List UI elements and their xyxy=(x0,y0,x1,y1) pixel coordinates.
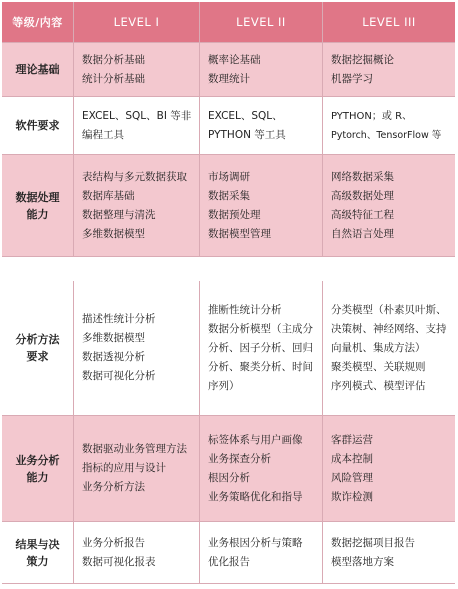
cell-analysis-level-3 xyxy=(323,281,455,416)
cell-line: 标签体系与用户画像 xyxy=(208,433,303,446)
cell-analysis-level-1 xyxy=(74,281,200,416)
header-row xyxy=(2,2,455,43)
cell-theory-level-3 xyxy=(323,43,455,97)
row-label-line: 分析方法 xyxy=(15,333,60,346)
cell-processing-level-1 xyxy=(74,155,200,257)
cell-line: 分析、因子分析、回归 xyxy=(208,341,313,354)
cell-line: 数据透视分析 xyxy=(82,351,145,363)
row-label-line: 业务分析 xyxy=(15,453,60,467)
row-label-theory: 理论基础 xyxy=(2,43,74,97)
requirements-table-bottom xyxy=(2,281,455,584)
cell-line: 数据分析模型（主成分 xyxy=(208,322,313,335)
cell-line: 数据可视化分析 xyxy=(82,370,156,382)
cell-processing-level-2 xyxy=(200,155,323,257)
cell-line: 业务策略优化和指导 xyxy=(208,490,303,503)
cell-results-level-3 xyxy=(323,522,455,584)
row-label-results xyxy=(2,522,74,584)
cell-line: 推断性统计分析 xyxy=(208,303,282,316)
cell-line: 高级特征工程 xyxy=(331,208,394,221)
cell-line: 数据模型管理 xyxy=(208,227,271,240)
row-business xyxy=(2,416,455,522)
cell-line: 市场调研 xyxy=(208,170,250,183)
cell-line: 客群运营 xyxy=(331,433,373,446)
cell-line: 业务根因分析与策略 xyxy=(208,536,303,549)
cell-line: 优化报告 xyxy=(208,555,250,568)
cell-line: 数据库基础 xyxy=(82,189,135,202)
cell-business-level-1 xyxy=(74,416,200,522)
cell-line: 多维数据模型 xyxy=(82,227,145,240)
cell-line: 数据采集 xyxy=(208,189,250,202)
cell-line: 数理统计 xyxy=(208,72,250,85)
cell-line: 业务探查分析 xyxy=(208,452,271,465)
cell-line: 决策树、神经网络、支持 xyxy=(331,322,447,335)
row-label-analysis xyxy=(2,281,74,416)
row-label-line: 要求 xyxy=(26,350,49,363)
cell-line: 编程工具 xyxy=(82,128,124,141)
cell-results-level-1 xyxy=(74,522,200,584)
cell-line: 分类模型（朴素贝叶斯、 xyxy=(331,303,447,316)
cell-processing-level-3 xyxy=(323,155,455,257)
row-label-software: 软件要求 xyxy=(2,97,74,155)
cell-line: 分析、聚类分析、时间 xyxy=(208,360,313,373)
row-label-line: 数据处理 xyxy=(15,190,60,204)
cell-line: 序列） xyxy=(208,379,240,392)
cell-line: 自然语言处理 xyxy=(331,227,394,240)
cell-line: 向量机、集成方法） xyxy=(331,341,426,354)
cell-line: 数据驱动业务管理方法 xyxy=(82,443,187,455)
cell-line: 数据挖掘概论 xyxy=(331,53,394,66)
row-label-line: 结果与决 xyxy=(15,537,60,551)
cell-line: 描述性统计分析 xyxy=(82,313,156,325)
cell-line: 数据整理与清洗 xyxy=(82,208,156,221)
cell-line: EXCEL、SQL、 xyxy=(208,109,283,122)
header-level-3: LEVEL III xyxy=(323,2,455,43)
row-label-business xyxy=(2,416,74,522)
cell-line: 风险管理 xyxy=(331,471,373,484)
cell-line: 指标的应用与设计 xyxy=(82,462,166,474)
cell-line: 统计分析基础 xyxy=(82,72,145,85)
header-level-1: LEVEL I xyxy=(74,2,200,43)
cell-theory-level-2 xyxy=(200,43,323,97)
cell-line: 数据可视化报表 xyxy=(82,555,156,568)
cell-line: 业务分析方法 xyxy=(82,481,145,493)
cell-line: 概率论基础 xyxy=(208,53,261,66)
cell-line: 数据挖掘项目报告 xyxy=(331,536,415,549)
cell-line: 序列模式、模型评估 xyxy=(331,379,426,392)
cell-line: 欺诈检测 xyxy=(331,490,373,503)
cell-line: PYTHON；或 R、 xyxy=(331,110,413,122)
cell-line: 数据分析基础 xyxy=(82,53,145,66)
cell-line: 根因分析 xyxy=(208,471,250,484)
cell-line: Pytorch、TensorFlow 等 xyxy=(331,129,442,141)
row-software xyxy=(2,97,455,155)
header-corner: 等级/内容 xyxy=(2,2,74,43)
row-results xyxy=(2,522,455,584)
cell-line: 成本控制 xyxy=(331,452,373,465)
cell-line: 高级数据处理 xyxy=(331,189,394,202)
row-label-processing xyxy=(2,155,74,257)
cell-line: 网络数据采集 xyxy=(331,170,394,183)
cell-line: 表结构与多元数据获取 xyxy=(82,170,187,183)
cell-software-level-3 xyxy=(323,97,455,155)
row-label-line: 能力 xyxy=(26,207,49,221)
header-level-2: LEVEL II xyxy=(200,2,323,43)
row-theory xyxy=(2,43,455,97)
cell-line: 机器学习 xyxy=(331,72,373,85)
cell-software-level-2 xyxy=(200,97,323,155)
cell-business-level-2 xyxy=(200,416,323,522)
cell-line: PYTHON 等工具 xyxy=(208,128,286,141)
cell-line: 数据预处理 xyxy=(208,208,261,221)
requirements-table-top xyxy=(2,2,455,257)
row-analysis xyxy=(2,281,455,416)
cell-analysis-level-2 xyxy=(200,281,323,416)
cell-results-level-2 xyxy=(200,522,323,584)
row-label-line: 策力 xyxy=(26,554,49,568)
cell-line: EXCEL、SQL、BI 等非 xyxy=(82,109,192,122)
cell-line: 业务分析报告 xyxy=(82,536,145,549)
cell-line: 模型落地方案 xyxy=(331,555,394,568)
cell-line: 多维数据模型 xyxy=(82,332,145,344)
cell-line: 聚类模型、关联规则 xyxy=(331,360,426,373)
row-processing xyxy=(2,155,455,257)
row-label-line: 能力 xyxy=(26,470,49,484)
cell-theory-level-1 xyxy=(74,43,200,97)
cell-business-level-3 xyxy=(323,416,455,522)
cell-software-level-1 xyxy=(74,97,200,155)
